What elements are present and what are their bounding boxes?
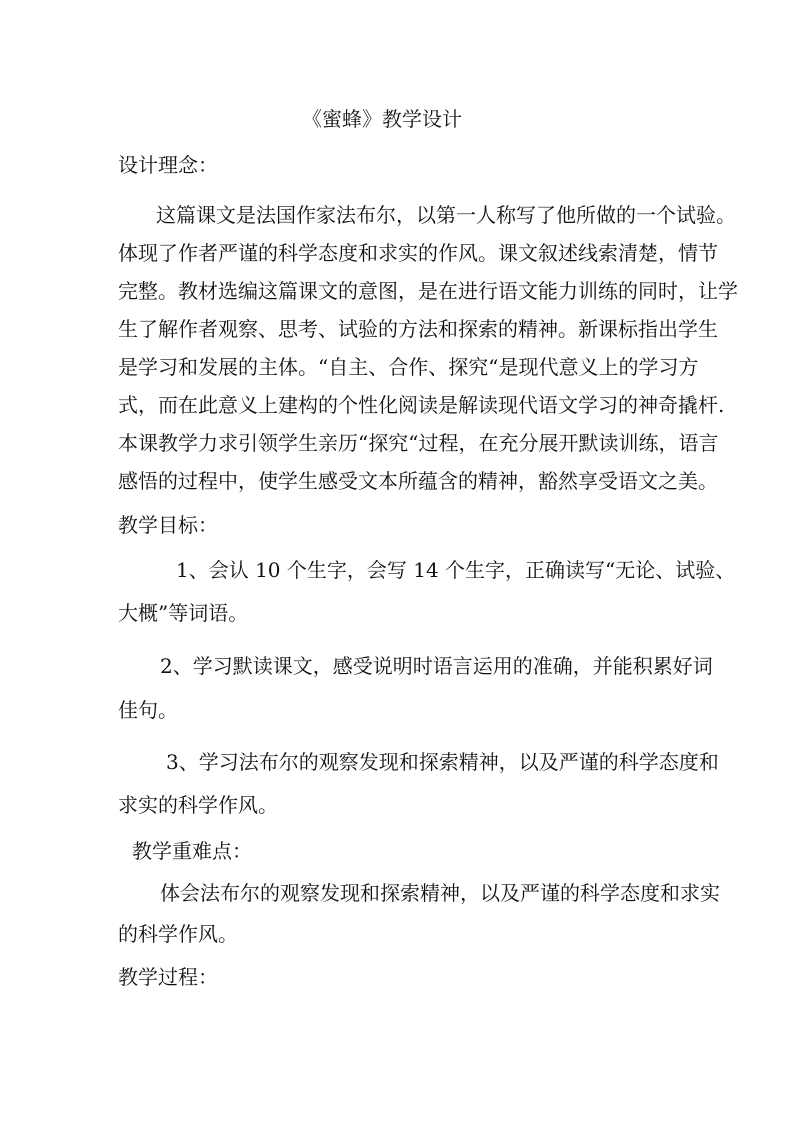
concept-paragraph-line: 是学习和发展的主体。“自主、合作、探究“是现代意义上的学习方 [118,355,699,379]
goals-heading: 教学目标： [118,513,218,537]
document-title: 《蜜蜂》教学设计 [302,107,462,131]
goal-item-line: 佳句。 [118,698,178,722]
goal-item-line: 3、学习法布尔的观察发现和探索精神，以及严谨的科学态度和 [166,750,719,774]
goal-item-line: 大概”等词语。 [118,601,249,625]
concept-paragraph-line: 式，而在此意义上建构的个性化阅读是解读现代语文学习的神奇撬杆. [118,393,725,417]
concept-heading: 设计理念： [118,153,218,177]
concept-paragraph-line: 完整。教材选编这篇课文的意图，是在进行语文能力训练的同时，让学 [118,279,738,303]
concept-paragraph-line: 生了解作者观察、思考、试验的方法和探索的精神。新课标指出学生 [118,317,718,341]
key-points-line: 体会法布尔的观察发现和探索精神，以及严谨的科学态度和求实 [160,881,720,905]
goal-item-line: 1、会认 10 个生字，会写 14 个生字，正确读写“无论、试验、 [176,558,736,582]
key-points-line: 的科学作风。 [118,922,238,946]
concept-paragraph-line: 本课教学力求引领学生亲历“探究“过程，在充分展开默读训练，语言 [118,431,719,455]
concept-paragraph-line: 感悟的过程中，使学生感受文本所蕴含的精神，豁然享受语文之美。 [118,469,718,493]
concept-paragraph-line: 体现了作者严谨的科学态度和求实的作风。课文叙述线索清楚，情节 [118,241,718,265]
process-heading: 教学过程： [118,965,218,989]
goal-item-line: 2、学习默读课文，感受说明时语言运用的准确，并能积累好词 [160,654,713,678]
concept-paragraph-line: 这篇课文是法国作家法布尔，以第一人称写了他所做的一个试验。 [156,203,736,227]
goal-item-line: 求实的科学作风。 [118,793,278,817]
key-points-heading: 教学重难点： [132,839,252,863]
